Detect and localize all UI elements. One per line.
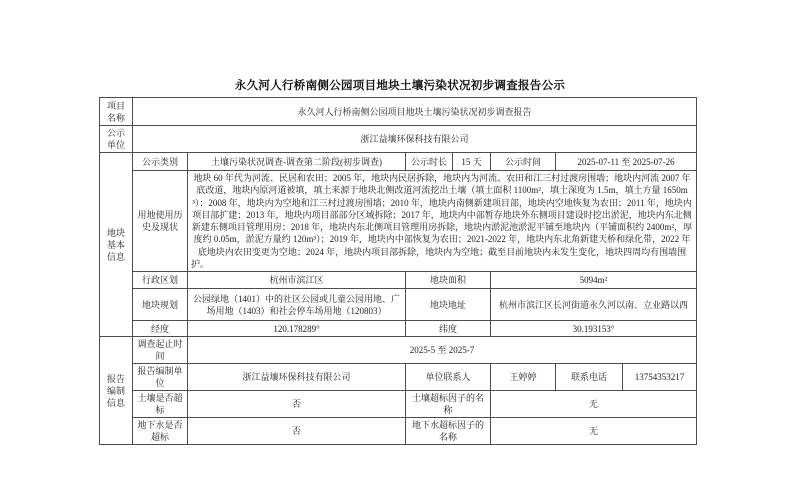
soil-exceed-value: 否: [188, 391, 406, 418]
plot-area-value: 5094m²: [491, 272, 697, 289]
groundwater-exceed-label: 地下水是否超标: [133, 418, 188, 445]
plot-planning-value: 公园绿地（1401）中的社区公园或儿童公园用地、广场用地（1403）和社会停车场用地（120803）: [188, 289, 406, 321]
unit-contact-label: 单位联系人: [406, 364, 491, 391]
table-row: [100, 126, 697, 153]
groundwater-exceed-value: 否: [188, 418, 406, 445]
publicity-duration-label: 公示时长: [406, 153, 453, 171]
plot-address-value: 杭州市滨江区长河街道永久河以南、立业路以西: [491, 289, 697, 321]
publicity-time-value: 2025-07-11 至 2025-07-26: [556, 153, 697, 171]
latitude-label: 纬度: [406, 321, 491, 337]
table-row: [100, 289, 697, 321]
administrative-division-value: 杭州市滨江区: [188, 272, 406, 289]
soil-exceed-label: 土壤是否超标: [133, 391, 188, 418]
publicity-unit-value: 浙江益壤环保科技有限公司: [133, 126, 697, 153]
latitude-value: 30.193153°: [491, 321, 697, 337]
contact-phone-label: 联系电话: [556, 364, 623, 391]
table-row: [100, 337, 697, 364]
table-row: [100, 418, 697, 445]
survey-period-label: 调查起止时间: [133, 337, 188, 364]
report-compilation-info-section-label: 报告编制信息: [100, 337, 133, 445]
survey-period-value: 2025-5 至 2025-7: [188, 337, 697, 364]
table-row: [100, 153, 697, 171]
plot-basic-info-section-label: 地块基本信息: [100, 153, 133, 337]
land-use-history-value: 地块 60 年代为河流、民居和农田；2005 年，地块内民居拆除，地块内为河流、农田和江三村过渡房围墙；地块内河流 2007 年底改道，地块内原河道被填，填土来源于地块北侧改道河流挖出土壤（填土面积 1100m²，填土深度为 1.5m，填土方量 1650m³）；2008 年，地块内为空地和江三村过渡房围墙；2010 年，地块内南侧新建项目部，地块内空地恢复为农田；2011 年，地块内项目部扩建；2013 年，地块内项目部部分区域拆除；2017 年，地块内中部暂存地块外东侧项目建设时挖出淤泥，地块内东北侧新建东侧项目管理用房；2018 年，地块内东北侧项目管理用房拆除，地块内淤泥池淤泥平铺至地块内（平铺面积约 2400m²，厚度约 0.05m，淤泥方量约 120m³）；2019 年，地块内中部恢复为农田；2021-2022 年，地块内东北角新建天桥和绿化带，2022 年底地块内农田变更为空地；2024 年，地块内项目部拆除，地块内为空地；截至目前地块内未发生变化，地块四周均有围墙围护。: [188, 171, 697, 272]
project-name-value: 永久河人行桥南侧公园项目地块土壤污染状况初步调查报告: [133, 98, 697, 126]
groundwater-exceed-factor-label: 地下水超标因子的名称: [406, 418, 491, 445]
publicity-category-label: 公示类别: [133, 153, 188, 171]
report-unit-value: 浙江益壤环保科技有限公司: [188, 364, 406, 391]
plot-address-label: 地块地址: [406, 289, 491, 321]
table-row: [100, 98, 697, 126]
land-use-history-label: 用地使用历史及现状: [133, 171, 188, 272]
contact-phone-value: 13754353217: [623, 364, 697, 391]
table-row: [100, 171, 697, 272]
table-row: [100, 391, 697, 418]
table-row: [100, 364, 697, 391]
publicity-category-value: 土壤污染状况调查-调查第二阶段(初步调查): [188, 153, 406, 171]
unit-contact-value: 王婷婷: [491, 364, 556, 391]
publicity-time-label: 公示时间: [491, 153, 556, 171]
table-row: [100, 272, 697, 289]
plot-planning-label: 地块规划: [133, 289, 188, 321]
publicity-duration-value: 15 天: [453, 153, 491, 171]
groundwater-exceed-factor-value: 无: [491, 418, 697, 445]
publicity-unit-label: 公示单位: [100, 126, 133, 153]
plot-area-label: 地块面积: [406, 272, 491, 289]
page-title: 永久河人行桥南侧公园项目地块土壤污染状况初步调查报告公示: [234, 80, 566, 92]
announcement-table: [99, 97, 697, 445]
soil-exceed-factor-label: 土壤超标因子的名称: [406, 391, 491, 418]
administrative-division-label: 行政区划: [133, 272, 188, 289]
soil-exceed-factor-value: 无: [491, 391, 697, 418]
project-name-label: 项目名称: [100, 98, 133, 126]
longitude-label: 经度: [133, 321, 188, 337]
report-unit-label: 报告编制单位: [133, 364, 188, 391]
table-row: [100, 321, 697, 337]
longitude-value: 120.178289°: [188, 321, 406, 337]
